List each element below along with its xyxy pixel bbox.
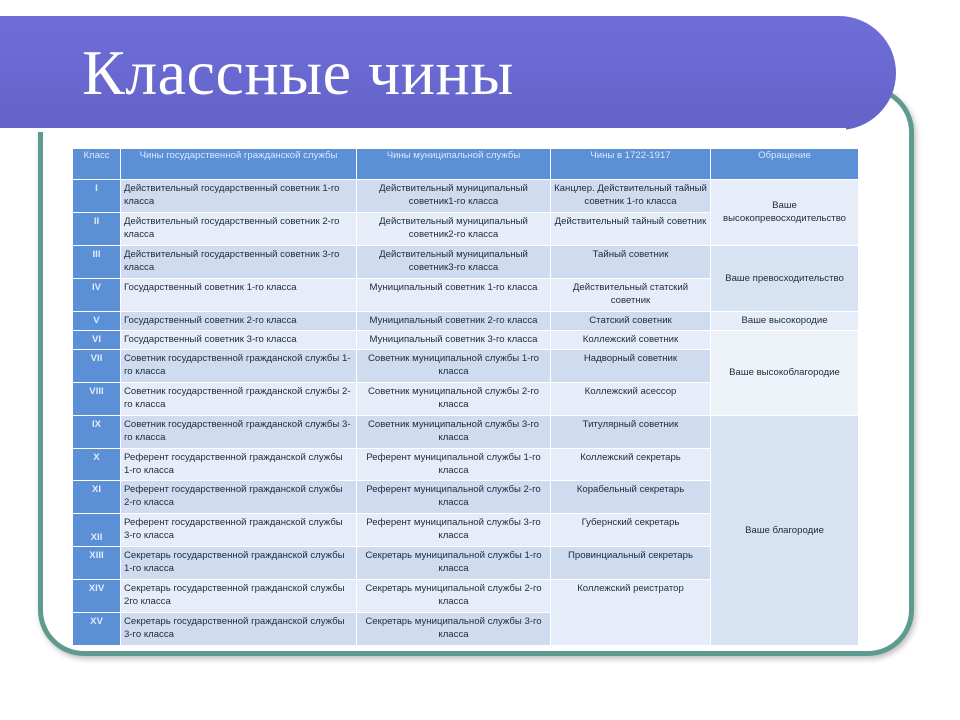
municipal-rank: Секретарь муниципальной службы 2-го класса	[357, 580, 551, 613]
municipal-rank: Муниципальный советник 3-го класса	[357, 330, 551, 349]
header-class: Класс	[73, 149, 121, 180]
class-number: IX	[73, 415, 121, 448]
class-number: VI	[73, 330, 121, 349]
class-number: XV	[73, 613, 121, 646]
civil-rank: Действительный государственный советник 1-го класса	[121, 180, 357, 213]
historic-rank: Титулярный советник	[551, 415, 711, 448]
historic-rank: Действительный статский советник	[551, 278, 711, 311]
municipal-rank: Референт муниципальной службы 3-го класса	[357, 514, 551, 547]
civil-rank: Референт государственной гражданской службы 2-го класса	[121, 481, 357, 514]
class-number: VII	[73, 349, 121, 382]
address-form: Ваше высокородие	[711, 311, 859, 330]
civil-rank: Государственный советник 1-го класса	[121, 278, 357, 311]
header-civil: Чины государственной гражданской службы	[121, 149, 357, 180]
civil-rank: Секретарь государственной гражданской службы 3-го класса	[121, 613, 357, 646]
municipal-rank: Советник муниципальной службы 2-го класса	[357, 382, 551, 415]
table-row	[73, 180, 859, 213]
civil-rank: Референт государственной гражданской службы 3-го класса	[121, 514, 357, 547]
civil-rank: Советник государственной гражданской службы 1-го класса	[121, 349, 357, 382]
civil-rank: Секретарь государственной гражданской службы 2го класса	[121, 580, 357, 613]
historic-rank: Коллежский асессор	[551, 382, 711, 415]
class-number: XII	[73, 514, 121, 547]
header-address: Обращение	[711, 149, 859, 180]
historic-rank: Коллежский советник	[551, 330, 711, 349]
class-number: V	[73, 311, 121, 330]
municipal-rank: Муниципальный советник 2-го класса	[357, 311, 551, 330]
historic-rank: Действительный тайный советник	[551, 212, 711, 245]
civil-rank: Действительный государственный советник 3-го класса	[121, 245, 357, 278]
table-row	[73, 245, 859, 278]
class-number: X	[73, 448, 121, 481]
historic-rank: Коллежский секретарь	[551, 448, 711, 481]
municipal-rank: Действительный муниципальный советник3-го класса	[357, 245, 551, 278]
historic-rank: Надворный советник	[551, 349, 711, 382]
historic-rank: Провинциальный секретарь	[551, 547, 711, 580]
title-underline	[0, 128, 846, 132]
municipal-rank: Советник муниципальной службы 3-го класса	[357, 415, 551, 448]
address-form: Ваше превосходительство	[711, 245, 859, 311]
municipal-rank: Секретарь муниципальной службы 3-го класса	[357, 613, 551, 646]
address-form: Ваше высокоблагородие	[711, 330, 859, 415]
class-number: II	[73, 212, 121, 245]
civil-rank: Советник государственной гражданской службы 3-го класса	[121, 415, 357, 448]
historic-rank: Статский советник	[551, 311, 711, 330]
municipal-rank: Секретарь муниципальной службы 1-го класса	[357, 547, 551, 580]
municipal-rank: Муниципальный советник 1-го класса	[357, 278, 551, 311]
historic-rank: Тайный советник	[551, 245, 711, 278]
civil-rank: Государственный советник 2-го класса	[121, 311, 357, 330]
class-number: XI	[73, 481, 121, 514]
table-header-row	[73, 149, 859, 180]
municipal-rank: Советник муниципальной службы 1-го класса	[357, 349, 551, 382]
address-form: Ваше благородие	[711, 415, 859, 645]
address-form: Ваше высокопревосходительство	[711, 180, 859, 246]
civil-rank: Советник государственной гражданской службы 2-го класса	[121, 382, 357, 415]
municipal-rank: Референт муниципальной службы 1-го класса	[357, 448, 551, 481]
class-number: IV	[73, 278, 121, 311]
class-number: XIII	[73, 547, 121, 580]
slide-title: Классные чины	[82, 37, 514, 108]
table-row	[73, 415, 859, 448]
historic-rank: Корабельный секретарь	[551, 481, 711, 514]
table-row	[73, 330, 859, 349]
historic-rank: Коллежский реистратор	[551, 580, 711, 646]
municipal-rank: Действительный муниципальный советник2-го класса	[357, 212, 551, 245]
table-row	[73, 311, 859, 330]
class-number: XIV	[73, 580, 121, 613]
class-number: I	[73, 180, 121, 213]
civil-rank: Референт государственной гражданской службы 1-го класса	[121, 448, 357, 481]
municipal-rank: Референт муниципальной службы 2-го класса	[357, 481, 551, 514]
civil-rank: Государственный советник 3-го класса	[121, 330, 357, 349]
header-historic: Чины в 1722-1917	[551, 149, 711, 180]
municipal-rank: Действительный муниципальный советник1-го класса	[357, 180, 551, 213]
class-number: VIII	[73, 382, 121, 415]
historic-rank: Губернский секретарь	[551, 514, 711, 547]
civil-rank: Секретарь государственной гражданской службы 1-го класса	[121, 547, 357, 580]
civil-rank: Действительный государственный советник 2-го класса	[121, 212, 357, 245]
header-municipal: Чины муниципальной службы	[357, 149, 551, 180]
historic-rank: Канцлер. Действительный тайный советник 1-го класса	[551, 180, 711, 213]
ranks-table	[72, 148, 859, 646]
ranks-table-container	[72, 148, 858, 646]
class-number: III	[73, 245, 121, 278]
